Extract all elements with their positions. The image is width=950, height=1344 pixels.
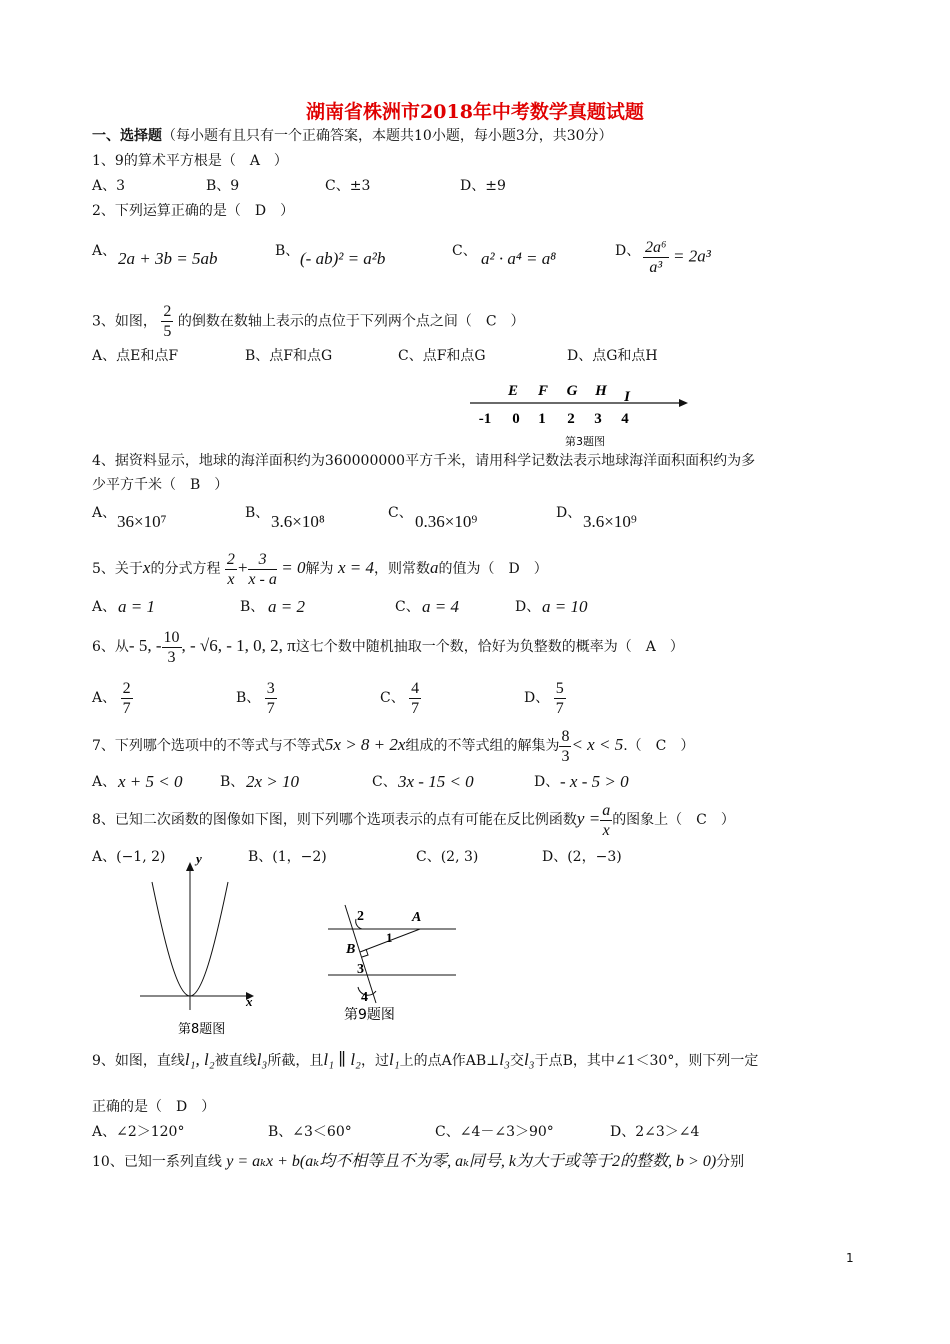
q5-option-b-label: B、 [240,599,265,615]
q8-option-a: A、(−1, 2) [92,849,166,865]
q6-b-num: 3 [266,679,275,697]
q9-p7: 于点B，其中∠1＜30°，则下列一定 [534,1053,759,1069]
q7-fraction [559,727,571,766]
q9-p5: 上的点A作AB⊥ [399,1053,500,1069]
q10-prefix: 10、已知一系列直线 [92,1154,222,1170]
section1-header [92,127,613,145]
q7-prefix: 7、下列哪个选项中的不等式与不等式 [92,738,325,754]
q5-option-a-label: A、 [92,599,117,615]
q5-f1-num: 2 [226,550,235,568]
q3-caption: 第3题图 [565,435,605,448]
axis-num-minus1: -1 [478,411,492,427]
q7-option-b-expr: 2x > 10 [246,772,300,791]
q8-y: y = [576,809,601,828]
q9-p1: 9、如图，直线 [92,1053,185,1069]
q8-caption: 第8题图 [178,1022,226,1037]
q9-caption: 第9题图 [344,1007,395,1023]
q9-stem [92,1051,758,1070]
q8-option-d: D、(2，−3) [542,849,622,865]
q7-option-c-label: C、 [372,774,397,790]
q3-prefix: 3、如图， [92,313,157,330]
q6-frac-num: 10 [163,628,180,646]
q5-f2-num: 3 [248,550,276,570]
q10-tail: 分别 [716,1154,745,1170]
q2-option-c-expr: a² · a⁴ = a⁸ [481,249,557,268]
q5-fraction-2 [248,550,276,589]
q3-suffix: 的倒数在数轴上表示的点位于下列两个点之间（ C ） [177,313,525,330]
q5-a: a [430,558,439,577]
q9-par: l₁ ∥ l₂ [323,1050,361,1069]
fig9-label-1: 1 [386,930,393,945]
q7-option-a-expr: x + 5 < 0 [118,772,183,791]
q6-c-num: 4 [411,679,420,697]
q7-option-b-label: B、 [220,774,245,790]
page-title: 湖南省株洲市2018年中考数学真题试题 [306,101,644,123]
q6-option-d-label: D、 [524,690,550,706]
q5-option-d-label: D、 [515,599,541,615]
q4-stem-line1: 4、据资料显示，地球的海洋面积约为360000000平方千米，请用科学记数法表示地球海洋面积面积约为多 [92,453,756,469]
q1-option-d: D、±9 [460,178,506,194]
axis-num-4: 4 [621,411,629,427]
q2-option-d-label: D、 [615,243,641,259]
q4-stem-line2: 少平方千米（ B ） [92,477,229,493]
q9-l3c: l₃ [523,1050,535,1069]
q7-stem [92,726,694,766]
q1-stem: 1、9的算术平方根是（ A ） [92,153,288,169]
q6-option-b-label: B、 [236,690,261,706]
axis-letter-i: I [624,389,630,405]
q8-stem [92,800,735,840]
q5-f1-den: x [227,570,235,588]
q6-option-c-label: C、 [380,690,405,706]
q4-option-b-label: B、 [245,505,270,521]
axis-letter-g: G [566,383,578,399]
axis-num-2: 2 [567,411,575,427]
q8-prefix: 8、已知二次函数的图像如下图，则下列哪个选项表示的点有可能在反比例函数 [92,812,577,828]
q6-option-d-frac [554,679,566,718]
y-axis-arrow [186,862,194,871]
q4-option-d-expr: 3.6×10⁹ [583,512,637,531]
q10-stem [92,1153,744,1171]
q6-option-d [524,676,566,720]
q2-option-d-expr [643,238,711,277]
q5-prefix: 5、关于 [92,561,143,577]
q4-option-c-label: C、 [388,505,413,521]
axis-letter-f: F [537,383,549,399]
q3-frac-num: 2 [163,303,172,320]
q2-option-b-label: B、 [275,243,300,259]
page-number: 1 [846,1251,854,1265]
q7-option-c-expr: 3x - 15 < 0 [398,772,474,791]
q6-list2: , - √6, - 1, 0, 2, π [181,636,296,655]
q9-p2: 被直线 [214,1053,257,1069]
q3-stem [92,302,525,341]
q9-l12: l₁, l₂ [184,1050,215,1069]
q7-range: < x < 5 [571,735,624,754]
q9-option-c: C、∠4－∠3＞90° [435,1124,554,1140]
q9-option-d: D、2∠3＞∠4 [610,1124,700,1140]
q1-option-c: C、±3 [325,178,371,194]
q7-frac-den: 3 [561,747,570,765]
q7-mid: 组成的不等式组的解集为 [405,738,560,754]
q7-frac-num: 8 [561,727,570,745]
q6-option-a-frac [121,679,133,718]
q2-d-numerator: 2a⁶ [645,239,667,256]
q9-stem-line2: 正确的是（ D ） [92,1099,216,1115]
q4-option-b-expr: 3.6×10⁸ [271,512,325,531]
q9-option-a: A、∠2＞120° [92,1124,185,1140]
q8-fraction [600,801,612,840]
q8-parabola-figure [130,850,270,1040]
q3-option-b: B、点F和点G [245,348,333,364]
axis-letter-e: E [507,383,519,399]
q1-option-b: B、9 [206,178,240,194]
q3-option-d: D、点G和点H [567,348,658,364]
axis-num-3: 3 [594,411,602,427]
q6-list1: - 5, - [128,636,162,655]
section1-note: （每小题有且只有一个正确答案，本题共10小题，每小题3分，共30分） [162,128,613,144]
q2-d-rest: = 2a³ [673,246,711,266]
q1-option-a: A、3 [92,178,126,194]
q8-frac-den: x [602,821,610,839]
q6-a-num: 2 [122,679,131,697]
q2-option-a-expr: 2a + 3b = 5ab [118,249,218,268]
q2-option-b-expr: (- ab)² = a²b [300,249,386,268]
fig9-label-4: 4 [361,990,368,1005]
q6-suffix: 这七个数中随机抽取一个数，恰好为负整数的概率为（ A ） [295,639,684,655]
q6-option-b [236,676,277,720]
q3-option-c: C、点F和点G [398,348,486,364]
axis-letter-h: H [595,383,607,399]
q6-fraction [162,628,182,667]
q5-eq: = 0 [281,558,306,577]
q5-option-c-label: C、 [395,599,420,615]
q6-stem [92,627,684,667]
q2-option-c-label: C、 [452,243,477,259]
q4-option-d-label: D、 [556,505,582,521]
axis-num-0: 0 [512,411,520,427]
q6-c-den: 7 [411,699,420,717]
q6-option-c-frac [409,679,421,718]
q4-option-c-expr: 0.36×10⁹ [415,512,478,531]
q6-option-b-frac [265,679,277,718]
q7-ineq: 5x > 8 + 2x [324,735,406,754]
q8-option-c: C、(2, 3) [416,849,479,865]
q6-a-den: 7 [122,699,131,717]
fig9-label-a: A [412,910,422,925]
q7-option-d-label: D、 [534,774,560,790]
q3-fraction [161,302,173,341]
q5-option-d-expr: a = 10 [542,597,588,616]
q5-option-b-expr: a = 2 [268,597,305,616]
q9-l3: l₃ [256,1050,268,1069]
q3-frac-den: 5 [163,323,172,340]
q10-expr: y = aₖx + b(aₖ均不相等且不为零, aₖ同号, k为大于或等于2的整数, b > 0) [226,1153,717,1170]
q3-option-a: A、点E和点F [92,348,179,364]
q5-plus: + [236,558,249,577]
axis-num-1: 1 [538,411,546,427]
q9-l1: l₁ [388,1050,400,1069]
q2-d-fraction [643,238,669,277]
q7-option-d-expr: - x - 5 > 0 [560,772,629,791]
q5-var: x [142,558,151,577]
q5-mid: 的分式方程 [150,561,221,577]
fig9-label-b: B [346,942,356,957]
section1-heading: 一、选择题 [92,128,162,144]
q9-p6: 交 [509,1053,524,1069]
q5-f2-den: x - a [248,570,277,588]
q5-after: 解为 [305,561,334,577]
q6-option-c [380,676,421,720]
q7-option-a-label: A、 [92,774,117,790]
q5-root: x = 4 [337,558,375,577]
q8-frac-num: a [602,801,611,819]
q6-d-den: 7 [555,699,564,717]
q9-l3b: l₃ [499,1050,510,1069]
q9-p3: 所截，且 [267,1053,324,1069]
q9-parallel-lines-figure [320,895,470,1025]
fig9-label-2: 2 [357,909,364,924]
q6-option-a [92,676,133,720]
q2-d-denominator: a³ [649,259,663,276]
q8-x-label: x [246,994,253,1009]
q6-d-num: 5 [555,679,564,697]
q4-option-a-expr: 36×10⁷ [117,512,167,531]
number-line-arrow [679,399,688,407]
q6-frac-den: 3 [167,648,176,666]
q5-option-a-expr: a = 1 [118,597,155,616]
q6-option-a-label: A、 [92,690,117,706]
q5-fraction-1 [225,550,237,589]
q8-y-label: y [196,851,202,866]
q3-number-line-figure [460,375,700,450]
q7-tail: .（ C ） [623,738,695,754]
q5-tail: 的值为（ D ） [438,561,548,577]
q2-option-a-label: A、 [92,243,117,259]
q5-stem [92,549,548,589]
q5-option-c-expr: a = 4 [422,597,459,616]
q5-then: ，则常数 [374,561,431,577]
fig9-label-3: 3 [357,962,364,977]
q2-stem: 2、下列运算正确的是（ D ） [92,203,295,219]
q9-p4: ，过 [360,1053,389,1069]
q9-option-b: B、∠3＜60° [268,1124,352,1140]
q6-prefix: 6、从 [92,639,129,655]
q6-b-den: 7 [266,699,275,717]
q8-suffix: 的图象上（ C ） [612,812,735,828]
q4-option-a-label: A、 [92,505,117,521]
q8-option-b: B、(1，−2) [248,849,327,865]
